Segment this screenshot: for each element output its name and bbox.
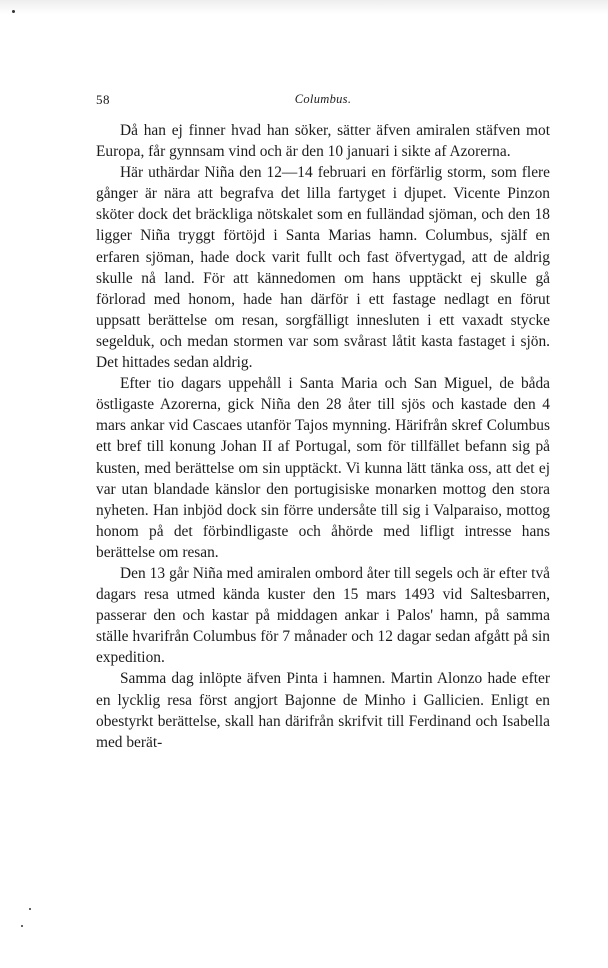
paragraph: Här uthärdar Niña den 12—14 februari en förfärlig storm, som flere gånger är nära att begrafva det lilla fartyget i djupet. Vicente Pinzon sköter dock det bräckliga nötskalet som en fulländad sjöman, och den 18 ligger Niña tryggt förtöjd i Santa Marias hamn. Columbus, själf en erfaren sjöman, hade dock varit fullt och fast öfvertygad, att de aldrig skulle nå land. För att kännedomen om hans upptäckt ej skulle gå förlorad med honom, hade han därför i ett fastage nedlagt en förut uppsatt berättelse om resan, sorgfälligt innesluten i ett vaxadt stycke segelduk, och medan stormen var som svårast låtit kasta fastaget i sjön. Det hittades sedan aldrig. [96, 164, 550, 372]
scan-speck [29, 908, 31, 910]
page-number: 58 [96, 92, 110, 107]
scan-speck [12, 10, 15, 13]
paragraph: Samma dag inlöpte äfven Pinta i hamnen. Martin Alonzo hade efter en lycklig resa först angjort Bajonne de Minho i Gallicien. Enligt en obestyrkt berättelse, skall han därifrån skrifvit till Ferdinand och Isabella med berät- [96, 670, 550, 751]
paragraph: Den 13 går Niña med amiralen ombord åter till segels och är efter två dagars resa utmed kända kuster den 15 mars 1493 vid Saltesbarren, passerar den och kastar på middagen ankar i Palos' hamn, på samma ställe hvarifrån Columbus för 7 månader och 12 dagar sedan afgått på sin expedition. [96, 564, 550, 667]
paragraph: Efter tio dagars uppehåll i Santa Maria och San Miguel, de båda östligaste Azorerna, gick Niña den 28 åter till sjös och kastade den 4 mars ankar vid Cascaes utanför Tajos mynning. Härifrån skref Columbus ett bref till konung Johan II af Portugal, som för tillfället befann sig på kusten, med berättelse om sin upptäckt. Vi kunna lätt tänka oss, att det ej var utan blandade känslor den portugisiske monarken mottog den stora nyheten. Han inbjöd dock sin förre undersåte till sig i Valparaiso, mottog honom på det förbindligaste och åhörde med lifligt intresse hans berättelse om resan. [96, 375, 550, 561]
scan-edge-shadow [0, 0, 608, 14]
page-body [96, 120, 550, 753]
paragraph: Då han ej finner hvad han söker, sätter äfven amiralen stäfven mot Europa, får gynnsam vind och är den 10 januari i sikte af Azorerna. [96, 122, 550, 161]
running-title: Columbus. [294, 92, 352, 106]
scan-speck [21, 925, 23, 927]
page-header [96, 92, 550, 112]
